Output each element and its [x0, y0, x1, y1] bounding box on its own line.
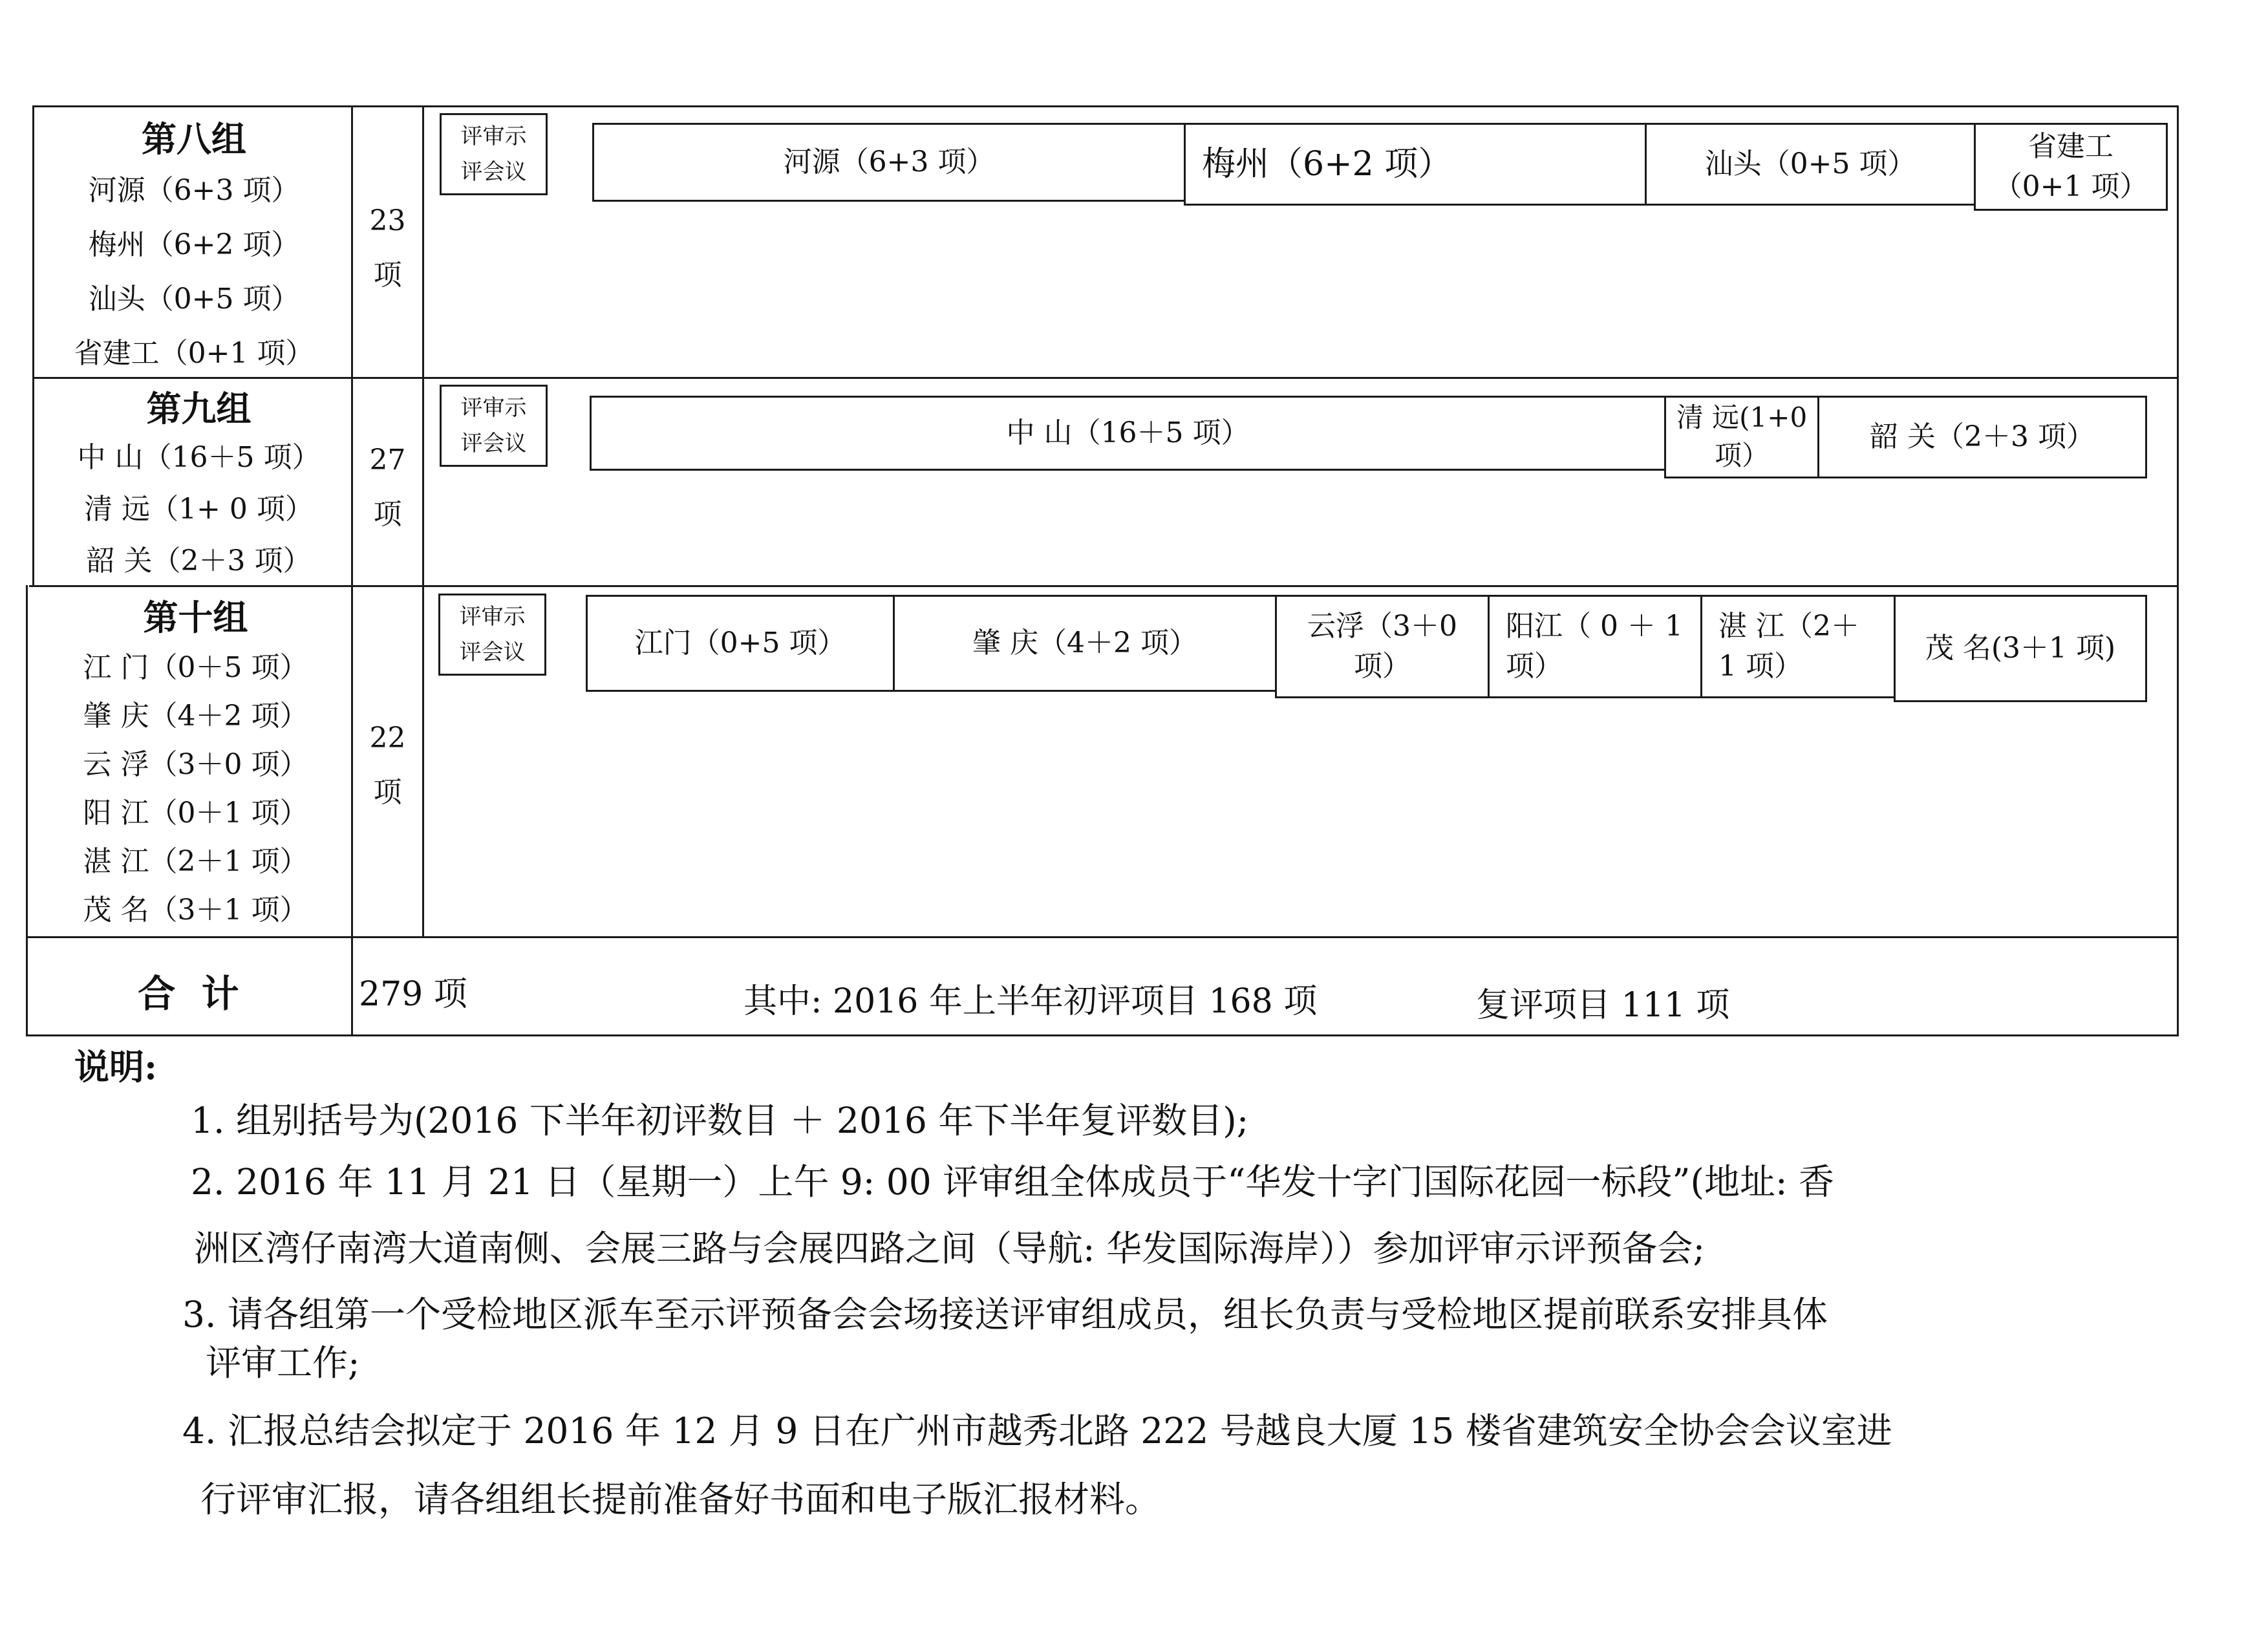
- group-8-count: [353, 194, 422, 302]
- group-item: 韶 关（2＋3 项）: [86, 544, 312, 577]
- schedule-cell: 江门（0+5 项）: [586, 595, 895, 692]
- group-item: 江 门（0＋5 项）: [83, 651, 308, 684]
- schedule-cell: 湛 江（2＋ 1 项）: [1700, 595, 1896, 698]
- group-8-info: [39, 115, 349, 381]
- schedule-cell: 韶 关（2＋3 项）: [1817, 396, 2147, 478]
- total-label: 合 计: [138, 972, 239, 1016]
- meeting-label-box: [440, 385, 548, 467]
- meeting-label-line: 评审示: [459, 604, 526, 630]
- group-10-info: [42, 592, 349, 934]
- group-title: 第八组: [142, 118, 246, 160]
- table-border-bottom: [26, 1034, 2179, 1036]
- schedule-cell: 梅州（6+2 项）: [1184, 123, 1647, 206]
- row-divider-10-total: [26, 936, 2179, 938]
- total-breakdown: 其中: 2016 年上半年初评项目 168 项: [744, 982, 1318, 1021]
- schedule-cell: 肇 庆（4＋2 项）: [893, 595, 1277, 692]
- group-item: 中 山（16＋5 项）: [77, 441, 321, 474]
- group-10-count: [353, 711, 422, 819]
- row-divider-8-9: [32, 377, 2179, 379]
- schedule-cell: 茂 名(3＋1 项): [1894, 595, 2147, 702]
- note-line: 2. 2016 年 11 月 21 日（星期一）上午 9: 00 评审组全体成员于“华发十字门国际花园一标段”(地址: 香: [191, 1161, 1834, 1203]
- total-count: 279 项: [359, 975, 467, 1014]
- count-unit: 项: [373, 775, 402, 809]
- group-item: 茂 名（3＋1 项）: [83, 894, 308, 927]
- meeting-label-line: 评会议: [460, 158, 527, 185]
- schedule-cell: 河源（6+3 项）: [592, 123, 1186, 202]
- meeting-label-line: 评会议: [459, 639, 526, 665]
- group-item: 清 远（1+ 0 项）: [84, 493, 314, 526]
- schedule-cell: 云浮（3＋0 项）: [1275, 595, 1490, 698]
- count-value: 23: [369, 204, 406, 237]
- table-border-left: [32, 105, 34, 587]
- schedule-cell: 清 远(1+0 项）: [1664, 396, 1819, 478]
- meeting-label-line: 评审示: [460, 395, 527, 422]
- count-unit: 项: [373, 497, 402, 531]
- group-9-info: [45, 385, 352, 587]
- count-value: 27: [369, 444, 406, 477]
- note-line: 评审工作;: [206, 1342, 360, 1384]
- group-title: 第十组: [143, 597, 248, 638]
- group-item: 梅州（6+2 项）: [88, 228, 300, 261]
- schedule-cell: 省建工 （0+1 项）: [1974, 123, 2168, 211]
- note-line: 3. 请各组第一个受检地区派车至示评预备会会场接送评审组成员，组长负责与受检地区提前联系安排具体: [182, 1294, 1828, 1335]
- group-item: 肇 庆（4＋2 项）: [83, 700, 308, 733]
- total-review: 复评项目 111 项: [1476, 986, 1730, 1025]
- count-unit: 项: [373, 258, 402, 292]
- meeting-label-line: 评审示: [460, 123, 527, 150]
- count-value: 22: [369, 722, 406, 755]
- column-divider-count: [422, 105, 424, 938]
- group-9-count: [353, 433, 422, 541]
- schedule-cell: 汕头（0+5 项）: [1645, 123, 1976, 206]
- schedule-cell: 中 山（16＋5 项）: [590, 396, 1666, 471]
- group-item: 云 浮（3＋0 项）: [83, 748, 308, 781]
- note-line: 1. 组别括号为(2016 下半年初评数目 ＋ 2016 年下半年复评数目);: [191, 1100, 1249, 1141]
- schedule-cell: 阳江（ 0 ＋ 1 项）: [1488, 595, 1702, 698]
- meeting-label-line: 评会议: [460, 430, 527, 456]
- meeting-label-box: [440, 113, 548, 195]
- group-item: 湛 江（2＋1 项）: [83, 845, 308, 878]
- meeting-label-box: [438, 594, 546, 676]
- group-item: 汕头（0+5 项）: [88, 283, 300, 316]
- note-line: 洲区湾仔南湾大道南侧、会展三路与会展四路之间（导航: 华发国际海岸））参加评审示评预备会;: [194, 1228, 1706, 1269]
- table-border-right: [2177, 105, 2179, 1036]
- group-item: 阳 江（0＋1 项）: [83, 797, 308, 830]
- group-item: 河源（6+3 项）: [88, 174, 300, 207]
- note-line: 4. 汇报总结会拟定于 2016 年 12 月 9 日在广州市越秀北路 222 号越良大厦 15 楼省建筑安全协会会议室进: [182, 1410, 1892, 1452]
- notes-heading: 说明:: [74, 1046, 157, 1088]
- group-title: 第九组: [146, 388, 251, 429]
- table-border-top: [32, 105, 2179, 107]
- group-item: 省建工（0+1 项）: [74, 337, 314, 370]
- note-line: 行评审汇报，请各组组长提前准备好书面和电子版汇报材料。: [200, 1479, 1161, 1520]
